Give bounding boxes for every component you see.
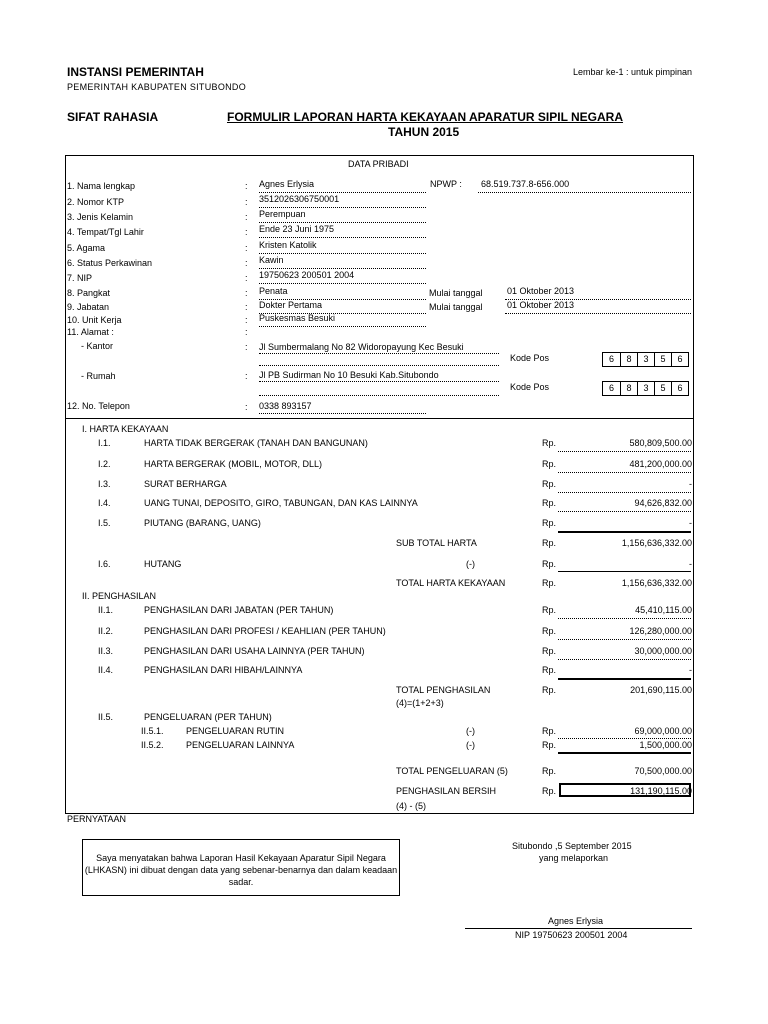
colon: :	[245, 302, 248, 312]
home-postal-label: Kode Pos	[510, 382, 550, 392]
marital-value: Kawin	[259, 255, 284, 265]
expense-item-sign: (-)	[466, 740, 475, 750]
income-code: II.4.	[98, 665, 114, 675]
debt-label: HUTANG	[144, 559, 182, 569]
position-since-underline	[505, 313, 691, 314]
value-underline	[558, 738, 691, 739]
home-underline-1	[259, 381, 499, 382]
ktp-value: 3512026306750001	[259, 194, 340, 204]
expense-item-label: PENGELUARAN RUTIN	[186, 726, 285, 736]
marital-underline	[259, 268, 426, 269]
currency-label: Rp.	[542, 459, 557, 469]
income-total-value: 201,690,115.00	[630, 685, 692, 695]
phone-underline	[259, 413, 426, 414]
gender-value: Perempuan	[259, 209, 306, 219]
income-total-label: TOTAL PENGHASILAN	[396, 685, 491, 695]
currency-label: Rp.	[542, 685, 557, 695]
net-income-label: PENGHASILAN BERSIH	[396, 786, 497, 796]
home-address: Jl PB Sudirman No 10 Besuki Kab.Situbondo	[259, 370, 439, 380]
home-label: - Rumah	[81, 371, 116, 381]
currency-label: Rp.	[542, 498, 557, 508]
position-since-value: 01 Oktober 2013	[507, 300, 575, 310]
income-value: 30,000,000.00	[634, 646, 692, 656]
religion-label: 5. Agama	[67, 243, 106, 253]
expense-label: PENGELUARAN (PER TAHUN)	[144, 712, 272, 722]
office-postal-label: Kode Pos	[510, 353, 550, 363]
income-section-title: II. PENGHASILAN	[82, 591, 157, 601]
income-label: PENGHASILAN DARI HIBAH/LAINNYA	[144, 665, 303, 675]
asset-label: UANG TUNAI, DEPOSITO, GIRO, TABUNGAN, DAN KAS LAINNYA	[144, 498, 418, 508]
currency-label: Rp.	[542, 726, 557, 736]
signer-name: Agnes Erlysia	[548, 916, 604, 926]
office-postal-code	[602, 352, 689, 367]
currency-label: Rp.	[542, 740, 557, 750]
value-underline	[558, 639, 691, 640]
phone-value: 0338 893157	[259, 401, 312, 411]
income-value: -	[689, 665, 692, 675]
sheet-note: Lembar ke-1 : untuk pimpinan	[573, 67, 693, 77]
expense-item-code: II.5.2.	[141, 740, 164, 750]
gender-label: 3. Jenis Kelamin	[67, 212, 134, 222]
expense-item-label: PENGELUARAN LAINNYA	[186, 740, 295, 750]
asset-value: 481,200,000.00	[629, 459, 692, 469]
asset-label: HARTA TIDAK BERGERAK (TANAH DAN BANGUNAN)	[144, 438, 368, 448]
nip-value: 19750623 200501 2004	[259, 270, 355, 280]
currency-label: Rp.	[542, 578, 557, 588]
asset-code: I.4.	[98, 498, 111, 508]
birth-value: Ende 23 Juni 1975	[259, 224, 335, 234]
name-label: 1. Nama lengkap	[67, 181, 136, 191]
colon: :	[245, 212, 248, 222]
place-date: Situbondo ,5 September 2015	[512, 841, 632, 851]
postal-digit: 5	[654, 353, 671, 366]
value-underline	[558, 659, 691, 660]
ktp-underline	[259, 207, 426, 208]
form-year: TAHUN 2015	[388, 125, 460, 139]
subtotal-label: SUB TOTAL HARTA	[396, 538, 477, 548]
classification: SIFAT RAHASIA	[67, 110, 159, 124]
position-since-label: Mulai tanggal	[429, 302, 483, 312]
colon: :	[245, 258, 248, 268]
home-postal-code	[602, 381, 689, 396]
debt-code: I.6.	[98, 559, 111, 569]
colon: :	[245, 181, 248, 191]
office-address: Jl Sumbermalang No 82 Widoropayung Kec Besuki	[259, 342, 464, 352]
asset-label: HARTA BERGERAK (MOBIL, MOTOR, DLL)	[144, 459, 323, 469]
income-label: PENGHASILAN DARI PROFESI / KEAHLIAN (PER TAHUN)	[144, 626, 386, 636]
postal-digit: 6	[671, 353, 688, 366]
income-total-formula: (4)=(1+2+3)	[396, 698, 444, 708]
section-divider	[65, 418, 693, 419]
name-underline	[259, 192, 426, 193]
colon: :	[245, 315, 248, 325]
statement-text: Saya menyatakan bahwa Laporan Hasil Kekayaan Aparatur Sipil Negara (LHKASN) ini dibuat dengan data yang sebenar-benarnya dan dalam keadaan sadar.	[84, 853, 398, 887]
income-label: PENGHASILAN DARI USAHA LAINNYA (PER TAHUN)	[144, 646, 365, 656]
birth-label: 4. Tempat/Tgl Lahir	[67, 227, 144, 237]
colon: :	[245, 197, 248, 207]
npwp-value: 68.519.737.8-656.000	[481, 179, 570, 189]
rank-value: Penata	[259, 286, 288, 296]
statement-box	[82, 839, 400, 896]
unit-label: 10. Unit Kerja	[67, 315, 122, 325]
currency-label: Rp.	[542, 538, 557, 548]
postal-digit: 6	[671, 382, 688, 395]
asset-label: SURAT BERHARGA	[144, 479, 227, 489]
sum-rule	[558, 678, 691, 680]
sum-rule	[558, 752, 691, 754]
npwp-label: NPWP :	[430, 179, 462, 189]
value-underline	[558, 492, 691, 493]
colon: :	[245, 273, 248, 283]
currency-label: Rp.	[542, 518, 557, 528]
institution-title: INSTANSI PEMERINTAH	[67, 65, 204, 79]
subtotal-value: 1,156,636,332.00	[621, 538, 692, 548]
expense-item-sign: (-)	[466, 726, 475, 736]
colon: :	[245, 371, 248, 381]
postal-digit: 8	[620, 353, 637, 366]
currency-label: Rp.	[542, 646, 557, 656]
position-label: 9. Jabatan	[67, 302, 110, 312]
reporter-label: yang melaporkan	[539, 853, 609, 863]
address-label: 11. Alamat :	[67, 327, 114, 337]
colon: :	[245, 342, 248, 352]
rank-since-value: 01 Oktober 2013	[507, 286, 575, 296]
nip-label: 7. NIP	[67, 273, 93, 283]
value-underline	[558, 472, 691, 473]
religion-value: Kristen Katolik	[259, 240, 317, 250]
postal-digit: 6	[608, 354, 614, 364]
currency-label: Rp.	[542, 438, 557, 448]
personal-section-title: DATA PRIBADI	[348, 159, 409, 169]
asset-value: 580,809,500.00	[629, 438, 692, 448]
income-code: II.2.	[98, 626, 114, 636]
religion-underline	[259, 253, 426, 254]
signer-nip: NIP 19750623 200501 2004	[515, 930, 628, 940]
sum-rule	[558, 571, 691, 572]
unit-underline	[259, 326, 426, 327]
currency-label: Rp.	[542, 626, 557, 636]
currency-label: Rp.	[542, 479, 557, 489]
income-label: PENGHASILAN DARI JABATAN (PER TAHUN)	[144, 605, 334, 615]
value-underline	[558, 451, 691, 452]
income-code: II.1.	[98, 605, 114, 615]
asset-code: I.1.	[98, 438, 111, 448]
net-income-formula: (4) - (5)	[396, 801, 426, 811]
expense-total-value: 70,500,000.00	[634, 766, 692, 776]
nip-underline	[259, 283, 426, 284]
asset-code: I.5.	[98, 518, 111, 528]
expense-item-code: II.5.1.	[141, 726, 164, 736]
sum-rule	[558, 531, 691, 533]
home-underline-2	[259, 395, 499, 396]
office-label: - Kantor	[81, 341, 114, 351]
value-underline	[558, 511, 691, 512]
currency-label: Rp.	[542, 559, 557, 569]
debt-sign: (-)	[466, 559, 475, 569]
asset-value: -	[689, 479, 692, 489]
expense-item-value: 69,000,000.00	[634, 726, 692, 736]
rank-since-label: Mulai tanggal	[429, 288, 483, 298]
income-code: II.3.	[98, 646, 114, 656]
office-underline-2	[259, 365, 499, 366]
postal-digit: 8	[620, 382, 637, 395]
colon: :	[245, 327, 248, 337]
assets-section-title: I. HARTA KEKAYAAN	[82, 424, 169, 434]
birth-underline	[259, 237, 426, 238]
expense-code: II.5.	[98, 712, 114, 722]
marital-label: 6. Status Perkawinan	[67, 258, 153, 268]
gender-underline	[259, 222, 426, 223]
currency-label: Rp.	[542, 665, 557, 675]
colon: :	[245, 227, 248, 237]
postal-digit: 5	[654, 382, 671, 395]
postal-digit: 3	[637, 353, 654, 366]
asset-code: I.2.	[98, 459, 111, 469]
expense-item-value: 1,500,000.00	[639, 740, 692, 750]
postal-digit: 3	[637, 382, 654, 395]
signature-line	[465, 928, 692, 929]
asset-value: -	[689, 518, 692, 528]
statement-title: PERNYATAAN	[67, 814, 127, 824]
colon: :	[245, 402, 248, 412]
asset-label: PIUTANG (BARANG, UANG)	[144, 518, 261, 528]
ktp-label: 2. Nomor KTP	[67, 197, 125, 207]
asset-code: I.3.	[98, 479, 111, 489]
name-value: Agnes Erlysia	[259, 179, 315, 189]
income-value: 45,410,115.00	[635, 605, 692, 615]
position-value: Dokter Pertama	[259, 300, 323, 310]
colon: :	[245, 288, 248, 298]
colon: :	[245, 243, 248, 253]
assets-total-label: TOTAL HARTA KEKAYAAN	[396, 578, 506, 588]
rank-label: 8. Pangkat	[67, 288, 111, 298]
value-underline	[558, 618, 691, 619]
net-income-value: 131,190,115.00	[630, 786, 692, 796]
income-value: 126,280,000.00	[629, 626, 692, 636]
currency-label: Rp.	[542, 605, 557, 615]
debt-value: -	[689, 559, 692, 569]
phone-label: 12. No. Telepon	[67, 401, 130, 411]
npwp-underline	[478, 192, 691, 193]
postal-digit: 6	[608, 383, 614, 393]
sub-institution: PEMERINTAH KABUPATEN SITUBONDO	[67, 82, 247, 92]
asset-value: 94,626,832.00	[634, 498, 692, 508]
assets-total-value: 1,156,636,332.00	[621, 578, 692, 588]
unit-value: Puskesmas Besuki	[259, 313, 336, 323]
office-underline-1	[259, 353, 499, 354]
currency-label: Rp.	[542, 786, 557, 796]
form-title: FORMULIR LAPORAN HARTA KEKAYAAN APARATUR SIPIL NEGARA	[227, 110, 624, 124]
expense-total-label: TOTAL PENGELUARAN (5)	[396, 766, 508, 776]
currency-label: Rp.	[542, 766, 557, 776]
